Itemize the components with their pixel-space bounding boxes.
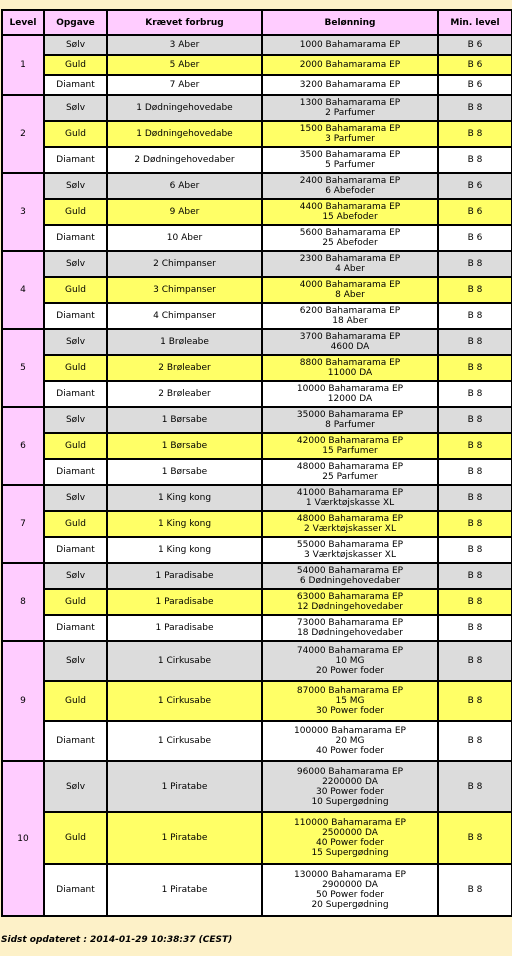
min-level-cell: B 6 (438, 173, 512, 199)
required-cell: 2 Brøleaber (107, 355, 262, 381)
reward-line: 3200 Bahamarama EP (299, 80, 401, 90)
min-level-cell: B 8 (438, 251, 512, 277)
task-cell: Diamant (44, 721, 107, 761)
header-min-level: Min. level (438, 10, 512, 35)
table-body (2, 35, 512, 916)
reward-line: 2400 Bahamarama EP (299, 176, 401, 186)
reward-cell (262, 433, 438, 459)
reward-line: 25 Parfumer (322, 472, 378, 482)
reward-line: 130000 Bahamarama EP (294, 870, 406, 880)
required-cell: 1 Børsabe (107, 407, 262, 433)
reward-line: 110000 Bahamarama EP (294, 818, 406, 828)
min-level-cell: B 8 (438, 537, 512, 563)
min-level-cell: B 8 (438, 615, 512, 641)
required-cell: 10 Aber (107, 225, 262, 251)
reward-line: 6 Dødningehovedaber (299, 576, 401, 586)
level-cell: 6 (2, 407, 44, 485)
min-level-cell: B 8 (438, 433, 512, 459)
reward-line: 2300 Bahamarama EP (299, 254, 401, 264)
header-level: Level (2, 10, 44, 35)
reward-line: 10 Supergødning (311, 796, 389, 807)
min-level-cell: B 8 (438, 485, 512, 511)
task-cell: Guld (44, 812, 107, 864)
table-row (2, 329, 512, 355)
table-row (2, 277, 512, 303)
reward-cell (262, 459, 438, 485)
reward-line: 6200 Bahamarama EP (299, 306, 401, 316)
min-level-cell: B 8 (438, 511, 512, 537)
reward-line: 96000 Bahamarama EP (296, 766, 404, 777)
reward-cell (262, 589, 438, 615)
reward-line: 2500000 DA (322, 828, 378, 838)
table-row (2, 121, 512, 147)
min-level-cell: B 8 (438, 329, 512, 355)
required-cell: 2 Dødningehovedaber (107, 147, 262, 173)
reward-line: 40 Power foder (315, 838, 384, 848)
min-level-cell: B 6 (438, 225, 512, 251)
task-cell: Sølv (44, 485, 107, 511)
reward-cell (262, 641, 438, 681)
reward-line: 3 Værktøjskasser XL (304, 550, 396, 560)
reward-cell (262, 251, 438, 277)
min-level-cell: B 6 (438, 199, 512, 225)
task-cell: Diamant (44, 75, 107, 95)
table-row (2, 95, 512, 121)
task-cell: Guld (44, 355, 107, 381)
required-cell: 1 Børsabe (107, 459, 262, 485)
reward-line: 20 MG (335, 736, 365, 746)
table-row (2, 761, 512, 812)
reward-cell (262, 537, 438, 563)
required-cell: 1 King kong (107, 537, 262, 563)
reward-cell (262, 511, 438, 537)
task-cell: Guld (44, 589, 107, 615)
min-level-cell: B 8 (438, 121, 512, 147)
task-cell: Guld (44, 511, 107, 537)
reward-line: 15 MG (335, 696, 365, 706)
required-cell: 1 Paradisabe (107, 589, 262, 615)
header-task: Opgave (44, 10, 107, 35)
table-row (2, 407, 512, 433)
level-cell: 7 (2, 485, 44, 563)
min-level-cell: B 8 (438, 563, 512, 589)
reward-line: 48000 Bahamarama EP (296, 462, 404, 472)
table-row (2, 864, 512, 916)
task-cell: Guld (44, 199, 107, 225)
reward-line: 10000 Bahamarama EP (296, 384, 404, 394)
task-cell: Sølv (44, 35, 107, 55)
task-cell: Guld (44, 121, 107, 147)
min-level-cell: B 8 (438, 95, 512, 121)
table-row (2, 355, 512, 381)
task-cell: Sølv (44, 761, 107, 812)
reward-line: 8800 Bahamarama EP (299, 358, 401, 368)
task-cell: Diamant (44, 303, 107, 329)
task-cell: Guld (44, 433, 107, 459)
required-cell: 1 King kong (107, 511, 262, 537)
reward-line: 15 Parfumer (322, 446, 378, 456)
task-cell: Diamant (44, 864, 107, 916)
reward-cell (262, 147, 438, 173)
reward-line: 48000 Bahamarama EP (296, 514, 404, 524)
reward-cell (262, 329, 438, 355)
reward-line: 1300 Bahamarama EP (299, 98, 401, 108)
level-cell: 8 (2, 563, 44, 641)
table-row (2, 681, 512, 721)
reward-line: 55000 Bahamarama EP (296, 540, 404, 550)
task-cell: Diamant (44, 615, 107, 641)
table-header-row (2, 10, 512, 35)
reward-cell (262, 812, 438, 864)
reward-cell (262, 173, 438, 199)
min-level-cell: B 6 (438, 55, 512, 75)
reward-line: 100000 Bahamarama EP (294, 726, 406, 736)
required-cell: 1 Dødningehovedabe (107, 95, 262, 121)
min-level-cell: B 8 (438, 641, 512, 681)
level-cell: 1 (2, 35, 44, 95)
table-row (2, 641, 512, 681)
reward-line: 3700 Bahamarama EP (299, 332, 401, 342)
level-cell: 10 (2, 761, 44, 916)
reward-cell (262, 121, 438, 147)
table-row (2, 563, 512, 589)
reward-line: 2200000 DA (322, 776, 378, 787)
reward-line: 18 Dødningehovedaber (297, 628, 403, 638)
reward-line: 5 Parfumer (325, 160, 375, 170)
task-cell: Diamant (44, 381, 107, 407)
reward-cell (262, 199, 438, 225)
task-cell: Sølv (44, 329, 107, 355)
reward-line: 4 Aber (335, 264, 365, 274)
reward-line: 15 Supergødning (311, 848, 389, 858)
reward-line: 2900000 DA (322, 880, 378, 890)
reward-line: 63000 Bahamarama EP (296, 592, 404, 602)
reward-line: 6 Abefoder (325, 186, 375, 196)
min-level-cell: B 8 (438, 459, 512, 485)
min-level-cell: B 8 (438, 681, 512, 721)
reward-line: 30 Power foder (315, 706, 384, 716)
level-cell: 4 (2, 251, 44, 329)
reward-line: 5600 Bahamarama EP (299, 228, 401, 238)
reward-line: 25 Abefoder (322, 238, 378, 248)
min-level-cell: B 8 (438, 277, 512, 303)
required-cell: 1 Cirkusabe (107, 641, 262, 681)
reward-line: 3500 Bahamarama EP (299, 150, 401, 160)
required-cell: 1 Cirkusabe (107, 681, 262, 721)
reward-line: 4600 DA (330, 342, 370, 352)
reward-cell (262, 615, 438, 641)
reward-cell (262, 381, 438, 407)
reward-cell (262, 225, 438, 251)
reward-cell (262, 681, 438, 721)
task-cell: Sølv (44, 407, 107, 433)
required-cell: 1 Brøleabe (107, 329, 262, 355)
reward-line: 87000 Bahamarama EP (296, 686, 404, 696)
required-cell: 1 Piratabe (107, 812, 262, 864)
reward-line: 74000 Bahamarama EP (296, 646, 404, 656)
reward-line: 73000 Bahamarama EP (296, 618, 404, 628)
reward-line: 30 Power foder (315, 786, 384, 797)
min-level-cell: B 8 (438, 589, 512, 615)
reward-line: 40 Power foder (315, 746, 384, 756)
required-cell: 1 Cirkusabe (107, 721, 262, 761)
min-level-cell: B 8 (438, 147, 512, 173)
last-updated-footer: Sidst opdateret : 2014-01-29 10:38:37 (CEST) (1, 935, 233, 945)
required-cell: 3 Aber (107, 35, 262, 55)
reward-line: 10 MG (335, 656, 365, 666)
min-level-cell: B 6 (438, 35, 512, 55)
reward-line: 1000 Bahamarama EP (299, 40, 401, 50)
reward-line: 2000 Bahamarama EP (299, 60, 401, 70)
table-row (2, 173, 512, 199)
table-row (2, 433, 512, 459)
reward-line: 41000 Bahamarama EP (296, 488, 404, 498)
reward-line: 3 Parfumer (325, 134, 375, 144)
table-row (2, 225, 512, 251)
task-cell: Guld (44, 55, 107, 75)
reward-line: 1500 Bahamarama EP (299, 124, 401, 134)
required-cell: 5 Aber (107, 55, 262, 75)
reward-line: 11000 DA (327, 368, 373, 378)
reward-cell (262, 35, 438, 55)
required-cell: 4 Chimpanser (107, 303, 262, 329)
table-row (2, 485, 512, 511)
table-row (2, 75, 512, 95)
table-row (2, 55, 512, 75)
required-cell: 7 Aber (107, 75, 262, 95)
required-cell: 2 Chimpanser (107, 251, 262, 277)
table-row (2, 35, 512, 55)
task-cell: Sølv (44, 95, 107, 121)
level-cell: 2 (2, 95, 44, 173)
reward-line: 4000 Bahamarama EP (299, 280, 401, 290)
table-row (2, 147, 512, 173)
table-row (2, 615, 512, 641)
task-cell: Diamant (44, 537, 107, 563)
reward-line: 8 Aber (335, 290, 365, 300)
required-cell: 1 Piratabe (107, 761, 262, 812)
reward-cell (262, 485, 438, 511)
min-level-cell: B 8 (438, 864, 512, 916)
task-cell: Sølv (44, 173, 107, 199)
reward-line: 35000 Bahamarama EP (296, 410, 404, 420)
table-row (2, 812, 512, 864)
task-cell: Diamant (44, 459, 107, 485)
reward-cell (262, 303, 438, 329)
table-row (2, 303, 512, 329)
reward-cell (262, 563, 438, 589)
min-level-cell: B 8 (438, 407, 512, 433)
required-cell: 9 Aber (107, 199, 262, 225)
task-cell: Sølv (44, 563, 107, 589)
required-cell: 1 Børsabe (107, 433, 262, 459)
table-row (2, 511, 512, 537)
reward-cell (262, 95, 438, 121)
required-cell: 6 Aber (107, 173, 262, 199)
reward-cell (262, 75, 438, 95)
reward-line: 1 Værktøjskasse XL (305, 498, 395, 508)
required-cell: 3 Chimpanser (107, 277, 262, 303)
reward-line: 2 Værktøjskasser XL (304, 524, 396, 534)
min-level-cell: B 8 (438, 721, 512, 761)
header-reward: Belønning (262, 10, 438, 35)
task-cell: Guld (44, 681, 107, 721)
reward-cell (262, 721, 438, 761)
min-level-cell: B 8 (438, 355, 512, 381)
reward-cell (262, 407, 438, 433)
reward-line: 54000 Bahamarama EP (296, 566, 404, 576)
required-cell: 1 Paradisabe (107, 615, 262, 641)
reward-cell (262, 761, 438, 812)
reward-line: 50 Power foder (315, 890, 384, 900)
reward-line: 12000 DA (327, 394, 373, 404)
reward-line: 2 Parfumer (325, 108, 375, 118)
min-level-cell: B 8 (438, 381, 512, 407)
header-required: Krævet forbrug (107, 10, 262, 35)
table-row (2, 721, 512, 761)
level-cell: 9 (2, 641, 44, 761)
rewards-table (1, 9, 512, 917)
required-cell: 1 Piratabe (107, 864, 262, 916)
reward-line: 20 Supergødning (311, 900, 389, 910)
task-cell: Guld (44, 277, 107, 303)
min-level-cell: B 8 (438, 303, 512, 329)
required-cell: 1 King kong (107, 485, 262, 511)
reward-line: 18 Aber (332, 316, 368, 326)
level-cell: 3 (2, 173, 44, 251)
required-cell: 1 Dødningehovedabe (107, 121, 262, 147)
task-cell: Sølv (44, 641, 107, 681)
reward-cell (262, 55, 438, 75)
reward-cell (262, 355, 438, 381)
reward-cell (262, 277, 438, 303)
min-level-cell: B 8 (438, 761, 512, 812)
reward-line: 8 Parfumer (325, 420, 375, 430)
table-row (2, 459, 512, 485)
table-row (2, 537, 512, 563)
required-cell: 2 Brøleaber (107, 381, 262, 407)
table-row (2, 199, 512, 225)
reward-line: 42000 Bahamarama EP (296, 436, 404, 446)
reward-line: 12 Dødningehovedaber (297, 602, 403, 612)
min-level-cell: B 6 (438, 75, 512, 95)
level-cell: 5 (2, 329, 44, 407)
min-level-cell: B 8 (438, 812, 512, 864)
reward-line: 4400 Bahamarama EP (299, 202, 401, 212)
task-cell: Diamant (44, 225, 107, 251)
table-row (2, 589, 512, 615)
task-cell: Diamant (44, 147, 107, 173)
table-row (2, 381, 512, 407)
reward-cell (262, 864, 438, 916)
task-cell: Sølv (44, 251, 107, 277)
table-row (2, 251, 512, 277)
reward-line: 15 Abefoder (322, 212, 378, 222)
required-cell: 1 Paradisabe (107, 563, 262, 589)
reward-line: 20 Power foder (315, 666, 384, 676)
